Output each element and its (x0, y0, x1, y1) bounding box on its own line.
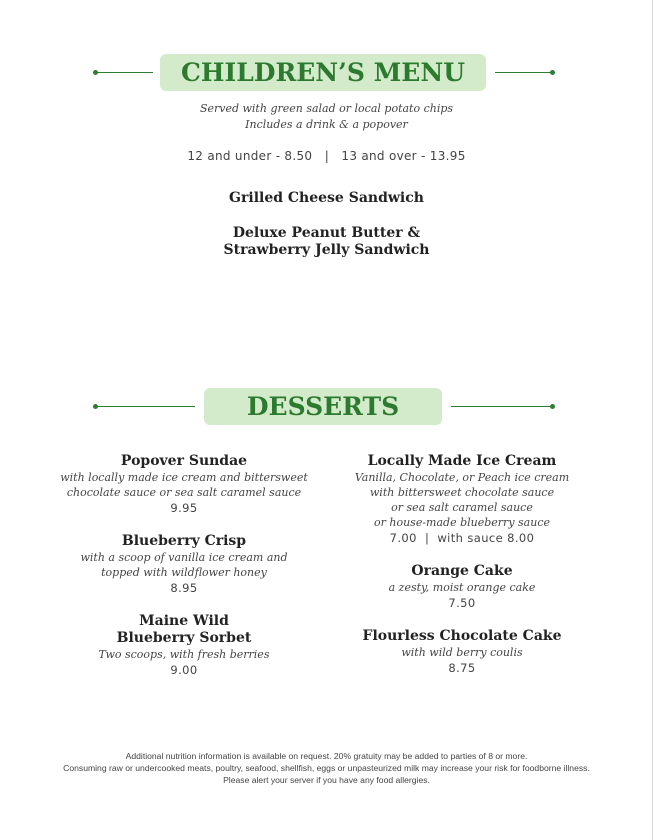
dessert-name: Orange Cake (411, 563, 513, 579)
kids-prices: 12 and under - 8.50 | 13 and over - 13.95 (187, 149, 466, 163)
dessert-description-1: with a scoop of vanilla ice cream and (80, 551, 288, 564)
dessert-name: Blueberry Crisp (121, 533, 247, 549)
dessert-orange-cake (332, 563, 592, 611)
dessert-price: 9.00 (170, 663, 198, 677)
kids-item-2-line-2: Strawberry Jelly Sandwich (223, 242, 430, 258)
dessert-description-1: Vanilla, Chocolate, or Peach ice cream (354, 471, 570, 484)
kids-menu-title: CHILDREN’S MENU (160, 54, 486, 91)
dessert-flourless-chocolate-cake (332, 628, 592, 676)
dessert-name: Popover Sundae (120, 453, 248, 469)
kids-item-1: Grilled Cheese Sandwich (229, 190, 424, 206)
dessert-price: 7.00 | with sauce 8.00 (389, 531, 535, 545)
dessert-blueberry-crisp (54, 533, 314, 596)
dessert-name: Flourless Chocolate Cake (362, 628, 562, 644)
kids-intro-line-2: Includes a drink & a popover (245, 118, 408, 131)
dessert-price: 7.50 (448, 596, 476, 610)
desserts-right-column (332, 0, 592, 840)
dessert-locally-made-ice-cream (332, 453, 592, 546)
dessert-name: Locally Made Ice Cream (367, 453, 557, 469)
dessert-description-3: or sea salt caramel sauce (391, 501, 533, 514)
dessert-description-2: chocolate sauce or sea salt caramel sauce (66, 486, 302, 499)
kids-intro-line-1: Served with green salad or local potato chips (199, 102, 454, 115)
kids-item-2-line-1: Deluxe Peanut Butter & (232, 225, 421, 241)
dessert-description-1: with wild berry coulis (401, 646, 523, 659)
footer-note-line-3: Please alert your server if you have any food allergies. (223, 775, 430, 785)
dessert-description-1: with locally made ice cream and bittersweet (60, 471, 308, 484)
footer-note-line-2: Consuming raw or undercooked meats, poultry, seafood, shellfish, eggs or unpasteurized milk may increase your risk for foodborne illness. (63, 763, 590, 773)
dessert-description-4: or house-made blueberry sauce (374, 516, 550, 529)
dessert-popover-sundae (54, 453, 314, 516)
footer-note-line-1: Additional nutrition information is available on request. 20% gratuity may be added to parties of 8 or more. (125, 751, 528, 761)
dessert-price: 9.95 (170, 501, 198, 515)
dessert-price: 8.75 (448, 661, 476, 675)
dessert-name-line-1: Maine Wild (139, 613, 229, 629)
dessert-name-line-2: Blueberry Sorbet (116, 630, 252, 646)
dessert-description-1: Two scoops, with fresh berries (98, 648, 270, 661)
dessert-description-2: with bittersweet chocolate sauce (369, 486, 555, 499)
desserts-title: DESSERTS (204, 388, 442, 425)
dessert-description-2: topped with wildflower honey (101, 566, 267, 579)
dessert-description-1: a zesty, moist orange cake (388, 581, 536, 594)
desserts-left-column (54, 0, 314, 840)
dessert-blueberry-sorbet (54, 613, 314, 678)
dessert-price: 8.95 (170, 581, 198, 595)
